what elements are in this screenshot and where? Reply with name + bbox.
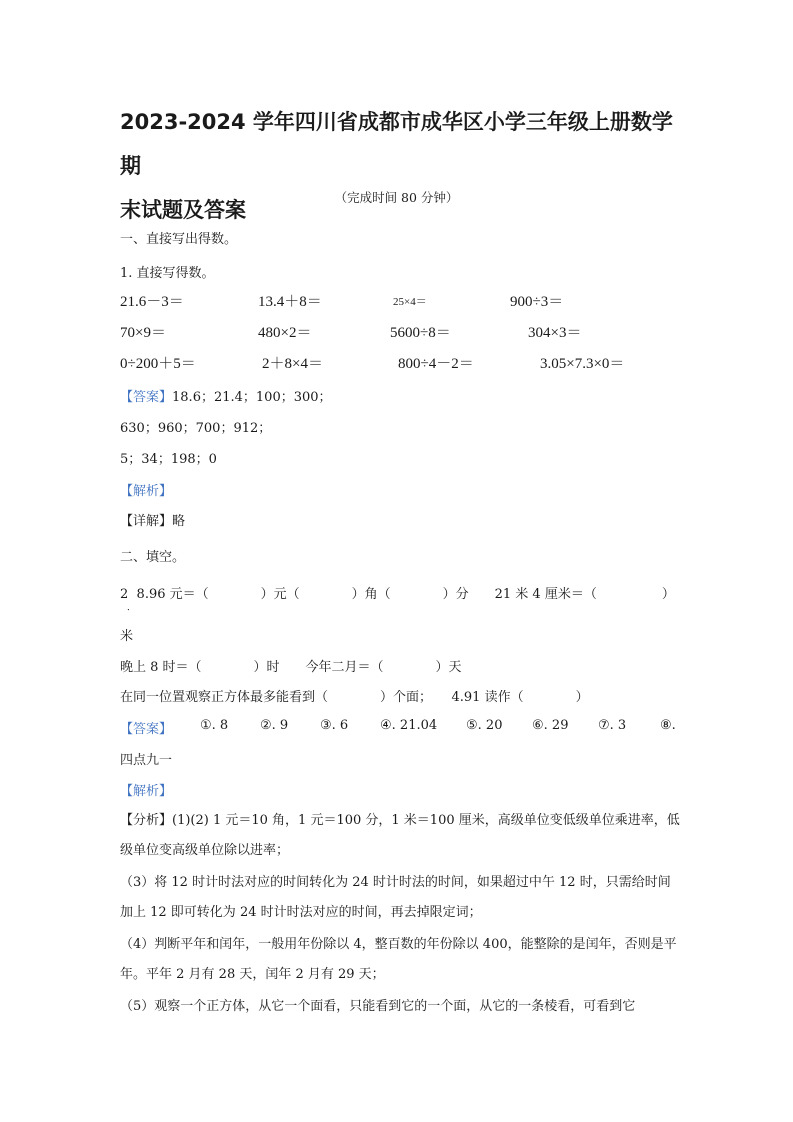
question-1-label: 1. 直接写得数。 — [120, 266, 215, 281]
answer-item: ③. 6 — [320, 718, 349, 733]
answer-text: 18.6；21.4；100；300； — [172, 390, 332, 405]
answer-item: ②. 9 — [260, 718, 289, 733]
calc-row-3 — [0, 352, 793, 372]
question-number: 2 — [120, 587, 129, 602]
calc-item: 25×4＝ — [393, 296, 427, 308]
calc-item: 304×3＝ — [528, 325, 582, 341]
calc-item: 480×2＝ — [258, 325, 312, 341]
section-2-heading: 二、填空。 — [120, 550, 186, 565]
analysis-paragraph-1 — [120, 806, 680, 866]
answer-item: ⑥. 29 — [532, 718, 569, 733]
calc-item: 5600÷8＝ — [390, 325, 451, 341]
calc-item: 800÷4－2＝ — [398, 356, 474, 372]
question-2-line-3: 在同一位置观察正方体最多能看到（ ）个面； 4.91 读作（ ） — [120, 690, 589, 705]
question-number-dot: ． — [127, 603, 137, 613]
calc-item: 70×9＝ — [120, 325, 166, 341]
title-line-1: 2023-2024 学年四川省成都市成华区小学三年级上册数学期 — [120, 110, 673, 178]
answer-1-line-1 — [120, 386, 332, 405]
question-text: 8.96 元＝（ ）元（ ）角（ ）分 21 米 4 厘米＝（ ） — [136, 587, 675, 602]
question-2-line-1 — [120, 583, 675, 602]
analysis-tag-1: 【解析】 — [120, 484, 173, 499]
section-1-heading: 一、直接写出得数。 — [120, 232, 238, 247]
calc-item: 13.4＋8＝ — [258, 294, 322, 310]
analysis-paragraph-4: （5）观察一个正方体，从它一个面看，只能看到它的一个面，从它的一条棱看，可看到它 — [120, 999, 636, 1014]
detail-text: 略 — [172, 514, 186, 529]
answer-item: ⑧. — [660, 718, 676, 733]
calc-item: 900÷3＝ — [510, 294, 564, 310]
time-limit: （完成时间 80 分钟） — [334, 190, 459, 205]
document-title — [120, 100, 690, 232]
analysis-label: 【分析】 — [120, 813, 173, 828]
title-line-2: 末试题及答案 — [120, 198, 246, 222]
answer-item: ④. 21.04 — [380, 718, 438, 733]
analysis-paragraph-3: （4）判断平年和闰年，一般用年份除以 4，整百数的年份除以 400，能整除的是闰年，否则是平年。平年 2 月有 28 天，闰年 2 月有 29 天； — [120, 937, 677, 982]
answer-tag: 【答案】 — [120, 722, 173, 737]
calc-item: 2＋8×4＝ — [262, 356, 323, 372]
answer-tag: 【答案】 — [120, 390, 173, 405]
analysis-tag-2: 【解析】 — [120, 784, 173, 799]
question-2-line-2: 晚上 8 时＝（ ）时 今年二月＝（ ）天 — [120, 660, 462, 675]
calc-item: 3.05×7.3×0＝ — [540, 356, 625, 372]
answer-2-tail: 四点九一 — [120, 753, 173, 768]
answer-item: ⑤. 20 — [466, 718, 503, 733]
calc-item: 0÷200＋5＝ — [120, 356, 196, 372]
calc-row-1 — [0, 290, 793, 310]
calc-row-2 — [0, 321, 793, 341]
calc-item: 21.6－3＝ — [120, 294, 184, 310]
answer-2-row — [0, 718, 793, 738]
analysis-text: (1)(2) 1 元＝10 角，1 元＝100 分，1 米＝100 厘米，高级单位变低级单位乘进率，低级单位变高级单位除以进率； — [120, 813, 680, 858]
answer-1-line-2: 630；960；700；912； — [120, 421, 272, 436]
detail-1 — [120, 510, 185, 529]
answer-item: ⑦. 3 — [598, 718, 627, 733]
question-2-line-1b: 米 — [120, 629, 134, 644]
analysis-paragraph-2: （3）将 12 时计时法对应的时间转化为 24 时计时法的时间，如果超过中午 12 时，只需给时间加上 12 即可转化为 24 时计时法对应的时间，再去掉限定词； — [120, 875, 671, 920]
answer-1-line-3: 5；34；198；0 — [120, 452, 217, 467]
answer-item: ①. 8 — [200, 718, 229, 733]
detail-tag: 【详解】 — [120, 514, 173, 529]
